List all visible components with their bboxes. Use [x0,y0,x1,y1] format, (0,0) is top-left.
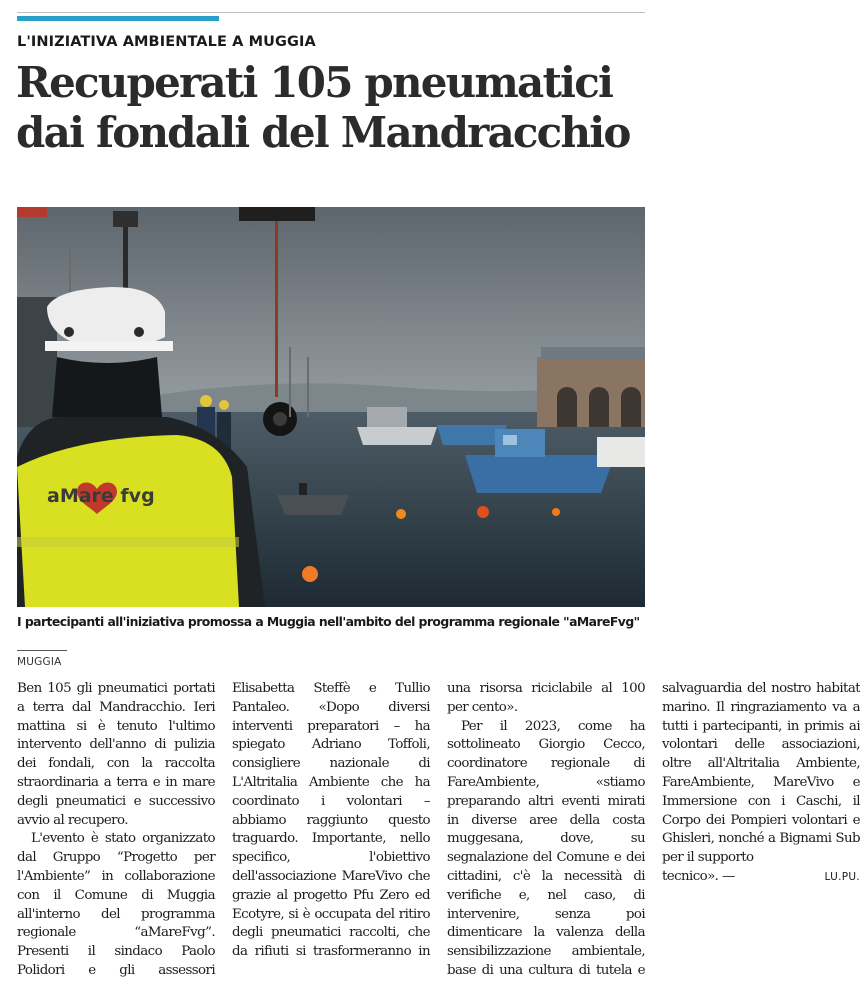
dateline-rule [17,650,67,651]
article-paragraph-3-text: Per il 2023, come ha sottolineato Giorgio Cecco, coordinatore regionale di FareAmbiente, «stiamo preparando altri eventi mirati in diverse aree della costa muggesana, dove, su segnalazione del Comune e dei cittadini, c'è la necessità di verifiche e, nel caso, di intervenire, senza poi dimenticare la valenza della sensibilizzazione ambientale, base di una cultura di tutela e salvaguardia del nostro habitat marino. Il ringraziamento va a tutti i partecipanti, in primis ai volontari delle associazioni, oltre all'Altritalia Ambiente, FareAmbiente, MareVivo e Immersione con i Caschi, il Corpo dei Pompieri volontari e Ghisleri, nonché a Bignami Sub per il supporto [447,681,860,978]
article-paragraph-3-end: tecnico». — [662,868,735,884]
headline [16,58,648,158]
article-closing-line [662,868,860,887]
news-photo [17,207,645,607]
article-body [17,680,860,990]
section-accent-bar [17,16,219,21]
harbor-scene-illustration [17,207,645,607]
headline-line-2: dai fondali del Mandracchio [16,108,630,157]
article-column-1 [17,650,215,679]
top-rule [17,12,645,13]
dateline: MUGGIA [17,656,62,668]
author-signoff: LU.PU. [824,870,860,883]
article-paragraph-2: L'evento è stato organizzato dal Gruppo “Progetto per l'Ambiente” in collaborazione con il Comune di Muggia all'interno del programma regionale “aMareFvg”. Presenti il sindaco Paolo Polidori e gli assessori Elisabetta Steffè e Tullio Pantaleo. «Dopo diversi interventi preparatori – ha spiegato Adriano Toffoli, consigliere nazionale di L'Altritalia Ambiente che ha coordinato i volontari – abbiamo raggiunto questo traguardo. Importante, nello specifico, l'obiettivo dell'associazione MareVivo che grazie al progetto Pfu Zero ed Ecotyre, si è occupata del ritiro degli pneumatici raccolti, che da rifiuti si trasformeranno in una risorsa riciclabile al 100 per cento». [17,681,645,978]
vest-logo-text: aMare fvg [47,485,155,507]
article-paragraph-1: Ben 105 gli pneumatici portati a terra dal Mandracchio. Ieri mattina si è tenuto l'ultimo intervento dell'anno di pulizia dei fondali, con la raccolta straordinaria a terra e in mare degli pneumatici e successivo avvio al recupero. [17,681,215,828]
headline-line-1: Recuperati 105 pneumatici [16,58,613,107]
article-paragraph-3 [447,680,860,990]
kicker: L'INIZIATIVA AMBIENTALE A MUGGIA [17,34,316,50]
photo-caption: I partecipanti all'iniziativa promossa a Muggia nell'ambito del programma regionale "aMareFvg" [17,614,640,629]
